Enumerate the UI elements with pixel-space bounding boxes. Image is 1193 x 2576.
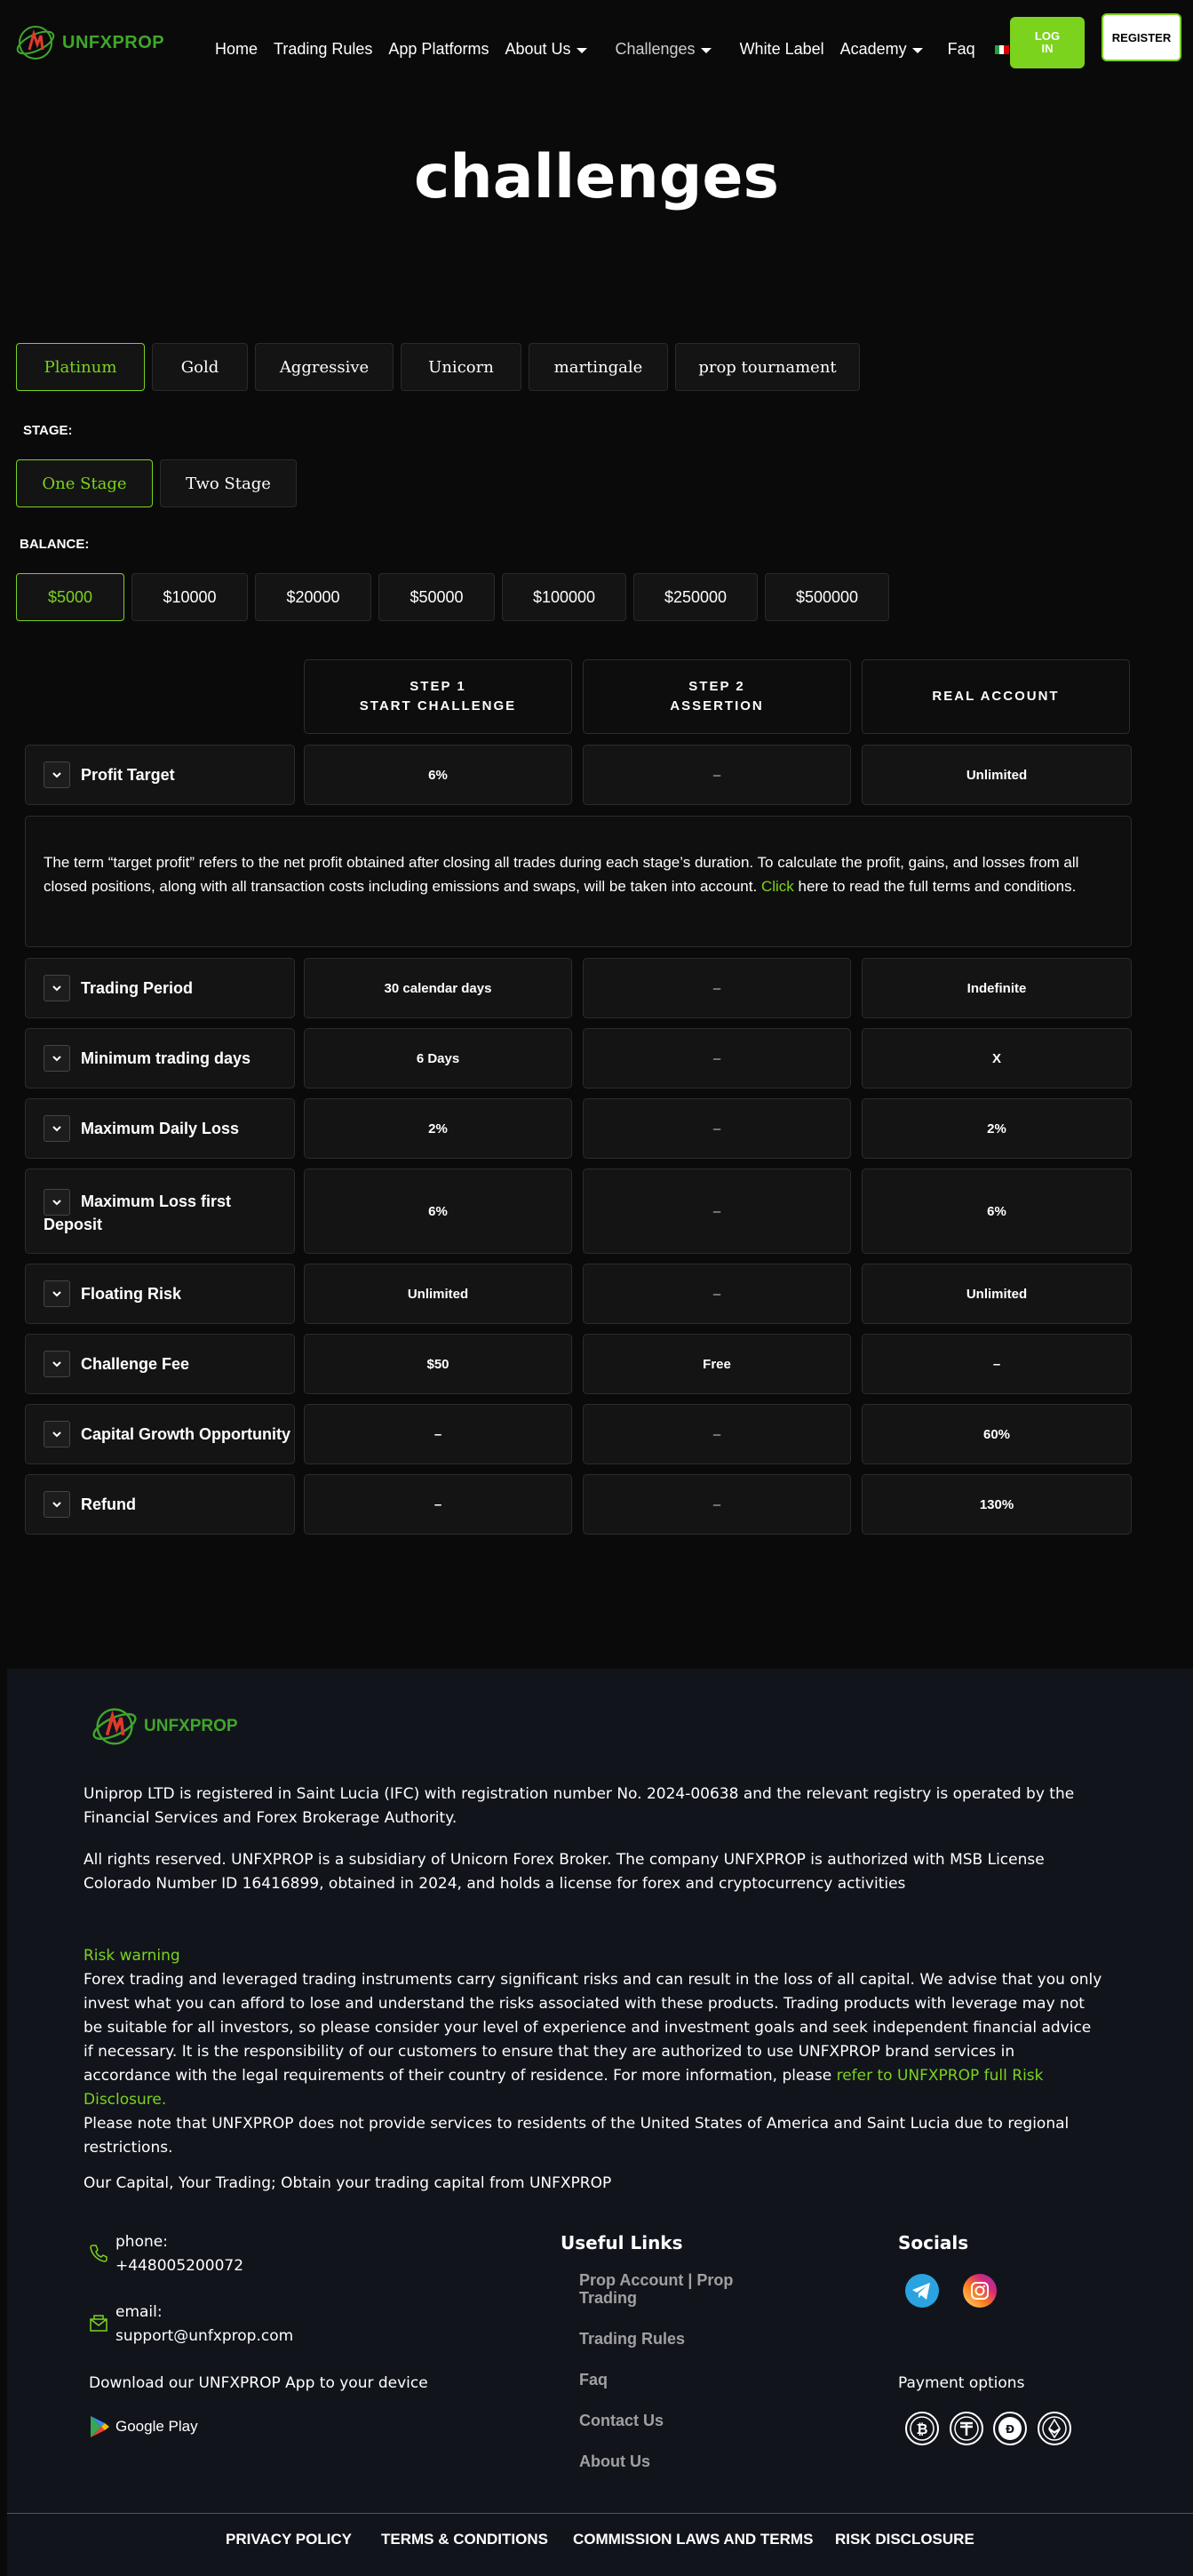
svg-text:₿: ₿ bbox=[916, 2420, 928, 2437]
google-play-icon bbox=[89, 2415, 110, 2438]
nav-home[interactable]: Home bbox=[215, 40, 258, 58]
nav-white-label[interactable]: White Label bbox=[739, 40, 824, 58]
step2-value: – bbox=[583, 1098, 851, 1159]
real-account-value: 2% bbox=[862, 1098, 1132, 1159]
step1-value: 2% bbox=[304, 1098, 572, 1159]
real-account-value: – bbox=[862, 1334, 1132, 1394]
chevron-down-icon bbox=[44, 1189, 70, 1216]
chevron-down-icon bbox=[44, 1045, 70, 1072]
nav-app-platforms[interactable]: App Platforms bbox=[388, 40, 489, 58]
row-toggle-maximum-loss-first-deposit[interactable] bbox=[25, 1168, 295, 1254]
row-toggle-capital-growth[interactable] bbox=[25, 1404, 295, 1464]
row-label: Challenge Fee bbox=[81, 1354, 190, 1373]
logo-icon bbox=[89, 1701, 140, 1752]
chevron-down-icon bbox=[44, 1351, 70, 1377]
google-play-button[interactable] bbox=[89, 2415, 198, 2438]
telegram-icon[interactable] bbox=[904, 2273, 940, 2309]
login-button[interactable] bbox=[1010, 17, 1085, 68]
bitcoin-icon bbox=[904, 2411, 940, 2446]
coin-icon bbox=[992, 2411, 1028, 2446]
real-account-value: 60% bbox=[862, 1404, 1132, 1464]
site-header bbox=[0, 0, 1193, 101]
real-account-value: 130% bbox=[862, 1474, 1132, 1535]
step1-value: 6% bbox=[304, 1168, 572, 1254]
logo-icon bbox=[14, 21, 57, 64]
tab-one-stage[interactable]: One Stage bbox=[16, 459, 153, 507]
nav-faq[interactable]: Faq bbox=[947, 40, 975, 58]
footer-rights: All rights reserved. UNFXPROP is a subsidiary of Unicorn Forex Broker. The company UNFXPROP is authorized with MSB License Colorado Number ID 16416899, obtained in 2024, and holds a license for forex and cryptocurrency activities bbox=[84, 1851, 1045, 1893]
column-header-step1 bbox=[304, 659, 572, 734]
row-toggle-maximum-daily-loss[interactable] bbox=[25, 1098, 295, 1159]
balance-500000[interactable]: $500000 bbox=[765, 573, 889, 621]
risk-warning bbox=[84, 1944, 1105, 2160]
logo-text: UNFXPROP bbox=[62, 32, 165, 52]
step1-value: – bbox=[304, 1404, 572, 1464]
balance-label: BALANCE: bbox=[20, 537, 90, 552]
step2-value: – bbox=[583, 745, 851, 805]
balance-100000[interactable]: $100000 bbox=[502, 573, 626, 621]
email-address[interactable]: support@unfxprop.com bbox=[115, 2327, 294, 2345]
stage-label: STAGE: bbox=[23, 423, 73, 438]
stage-tabs bbox=[16, 459, 297, 507]
row-toggle-refund[interactable] bbox=[25, 1474, 295, 1535]
chevron-down-icon bbox=[44, 1115, 70, 1142]
useful-links-title: Useful Links bbox=[561, 2232, 683, 2253]
real-account-value: Unlimited bbox=[862, 745, 1132, 805]
socials-title: Socials bbox=[898, 2232, 969, 2253]
link-risk-disclosure[interactable]: RISK DISCLOSURE bbox=[835, 2531, 974, 2548]
link-commission-laws[interactable]: COMMISSION LAWS AND TERMS bbox=[573, 2531, 814, 2548]
link-privacy-policy[interactable]: PRIVACY POLICY bbox=[226, 2531, 353, 2548]
chevron-down-icon bbox=[44, 762, 70, 788]
nav-challenges[interactable] bbox=[616, 40, 712, 59]
risk-note: Please note that UNFXPROP does not provide services to residents of the United States of America and Saint Lucia due to regional restrictions. bbox=[84, 2115, 1070, 2157]
link-terms-conditions[interactable]: TERMS & CONDITIONS bbox=[381, 2531, 548, 2548]
tab-prop-tournament[interactable]: prop tournament bbox=[675, 343, 860, 391]
column-header-step1-title: STEP 1 bbox=[410, 679, 466, 694]
language-flag-icon[interactable] bbox=[995, 45, 1009, 54]
phone-number[interactable]: +448005200072 bbox=[115, 2257, 244, 2275]
column-header-step2 bbox=[583, 659, 851, 734]
chevron-down-icon bbox=[44, 1491, 70, 1518]
link-faq[interactable]: Faq bbox=[579, 2371, 608, 2389]
row-label: Minimum trading days bbox=[81, 1049, 251, 1067]
nav-academy[interactable] bbox=[840, 40, 923, 59]
tab-aggressive[interactable]: Aggressive bbox=[255, 343, 394, 391]
nav-trading-rules[interactable]: Trading Rules bbox=[274, 40, 373, 58]
link-trading-rules[interactable]: Trading Rules bbox=[579, 2330, 686, 2348]
plan-tabs bbox=[16, 343, 860, 391]
real-account-value: Indefinite bbox=[862, 958, 1132, 1018]
balance-10000[interactable]: $10000 bbox=[131, 573, 248, 621]
tab-martingale[interactable]: martingale bbox=[529, 343, 668, 391]
real-account-value: 6% bbox=[862, 1168, 1132, 1254]
step2-value: – bbox=[583, 1474, 851, 1535]
column-header-step1-subtitle: START CHALLENGE bbox=[359, 698, 517, 714]
link-prop-account[interactable]: Prop Account | Prop Trading bbox=[579, 2271, 734, 2307]
page-title: challenges bbox=[413, 142, 780, 212]
phone-label: phone: bbox=[115, 2233, 168, 2251]
main-nav bbox=[215, 40, 1009, 59]
nav-about-us[interactable] bbox=[505, 40, 586, 59]
step1-value: – bbox=[304, 1474, 572, 1535]
tab-platinum[interactable]: Platinum bbox=[16, 343, 145, 391]
chevron-down-icon bbox=[577, 48, 587, 53]
nav-academy-label: Academy bbox=[839, 40, 907, 58]
svg-text:Ð: Ð bbox=[1005, 2423, 1015, 2436]
chevron-down-icon bbox=[912, 48, 923, 53]
description-click-link[interactable]: Click bbox=[760, 878, 794, 895]
row-label-continued: Deposit bbox=[44, 1215, 103, 1233]
step1-value: 30 calendar days bbox=[304, 958, 572, 1018]
chevron-down-icon bbox=[44, 1421, 70, 1448]
row-label: Refund bbox=[81, 1495, 136, 1513]
description-text: The term “target profit” refers to the net profit obtained after closing all trades during each stage’s duration. To calculate the profit, gains, and losses from all closed positions, along with all transaction costs including emissions and swaps, will be taken into account. bbox=[44, 854, 1079, 895]
footer-tagline: Our Capital, Your Trading; Obtain your trading capital from UNFXPROP bbox=[84, 2174, 612, 2192]
balance-5000[interactable]: $5000 bbox=[16, 573, 124, 621]
tab-gold[interactable]: Gold bbox=[152, 343, 248, 391]
tether-icon bbox=[949, 2411, 984, 2446]
payment-options-title: Payment options bbox=[898, 2374, 1025, 2392]
login-label: LOG IN bbox=[1034, 29, 1061, 55]
step1-value: 6% bbox=[304, 745, 572, 805]
ethereum-icon bbox=[1037, 2411, 1072, 2446]
link-contact-us[interactable]: Contact Us bbox=[579, 2412, 664, 2429]
footer-logo[interactable] bbox=[89, 1701, 238, 1752]
real-account-value: X bbox=[862, 1028, 1132, 1089]
step1-value: 6 Days bbox=[304, 1028, 572, 1089]
chevron-down-icon bbox=[701, 48, 712, 53]
chevron-down-icon bbox=[44, 975, 70, 1001]
balance-250000[interactable]: $250000 bbox=[633, 573, 758, 621]
description-text-end: here to read the full terms and conditions. bbox=[793, 878, 1077, 895]
step1-value: $50 bbox=[304, 1334, 572, 1394]
row-label: Capital Growth Opportunity bbox=[81, 1424, 290, 1443]
row-toggle-minimum-trading-days[interactable] bbox=[25, 1028, 295, 1089]
row-label-line1 bbox=[44, 1189, 231, 1216]
google-play-label: Google Play bbox=[115, 2418, 198, 2435]
risk-disclosure-link[interactable]: refer to UNFXPROP full Risk Disclosure. bbox=[84, 2067, 1044, 2109]
row-label: Trading Period bbox=[81, 978, 194, 997]
row-label: Profit Target bbox=[81, 765, 175, 784]
footer-logo-text: UNFXPROP bbox=[144, 1717, 238, 1735]
row-label: Floating Risk bbox=[81, 1284, 182, 1303]
step2-value: – bbox=[583, 1264, 851, 1324]
download-text: Download our UNFXPROP App to your device bbox=[89, 2374, 428, 2392]
risk-warning-title: Risk warning bbox=[84, 1947, 180, 1965]
risk-warning-text: Forex trading and leveraged trading instruments carry significant risks and can result in the loss of all capital. We advise that you only invest what you can afford to lose and understand the risks associated with these products. Trading products with leverage may not be suitable for all investors, so please consider your level of experience and investment goals and seek independent financial advice if necessary. It is the responsibility of our customers to ensure that they are authorized to use UNFXPROP brand services in accordance with the legal requirements of their country of residence. For more information, please bbox=[84, 1971, 1102, 2085]
email-block bbox=[115, 2301, 293, 2349]
row-toggle-challenge-fee[interactable] bbox=[25, 1334, 295, 1394]
nav-challenges-label: Challenges bbox=[615, 40, 696, 58]
row-toggle-profit-target[interactable] bbox=[25, 745, 295, 805]
step2-value: – bbox=[583, 1404, 851, 1464]
email-icon bbox=[89, 2314, 108, 2333]
row-toggle-floating-risk[interactable] bbox=[25, 1264, 295, 1324]
column-header-real-account bbox=[862, 659, 1130, 734]
step2-value: – bbox=[583, 1168, 851, 1254]
row-toggle-trading-period[interactable] bbox=[25, 958, 295, 1018]
tab-two-stage[interactable]: Two Stage bbox=[160, 459, 297, 507]
column-header-step2-subtitle: ASSERTION bbox=[670, 698, 764, 714]
logo[interactable] bbox=[14, 21, 164, 64]
balance-50000[interactable]: $50000 bbox=[378, 573, 495, 621]
column-header-step2-title: STEP 2 bbox=[688, 679, 745, 694]
register-button[interactable]: REGISTER bbox=[1102, 13, 1181, 61]
phone-block bbox=[115, 2230, 243, 2278]
balance-20000[interactable]: $20000 bbox=[255, 573, 371, 621]
link-about-us[interactable]: About Us bbox=[579, 2452, 650, 2470]
step2-value: Free bbox=[583, 1334, 851, 1394]
column-header-real-account-title: REAL ACCOUNT bbox=[932, 689, 1060, 704]
chevron-down-icon bbox=[44, 1280, 70, 1307]
instagram-icon[interactable] bbox=[962, 2273, 998, 2309]
real-account-value: Unlimited bbox=[862, 1264, 1132, 1324]
balance-tabs bbox=[16, 573, 889, 621]
phone-icon bbox=[89, 2243, 108, 2262]
row-label: Maximum Loss first bbox=[81, 1192, 232, 1210]
tab-unicorn[interactable]: Unicorn bbox=[401, 343, 521, 391]
nav-about-us-label: About Us bbox=[505, 40, 571, 58]
step1-value: Unlimited bbox=[304, 1264, 572, 1324]
profit-target-description bbox=[25, 816, 1132, 947]
row-label: Maximum Daily Loss bbox=[81, 1119, 240, 1137]
step2-value: – bbox=[583, 1028, 851, 1089]
email-label: email: bbox=[115, 2303, 163, 2321]
footer-registration: Uniprop LTD is registered in Saint Lucia (IFC) with registration number No. 2024-00638 and the relevant registry is operated by the Financial Services and Forex Brokerage Authority. bbox=[84, 1785, 1075, 1827]
step2-value: – bbox=[583, 958, 851, 1018]
